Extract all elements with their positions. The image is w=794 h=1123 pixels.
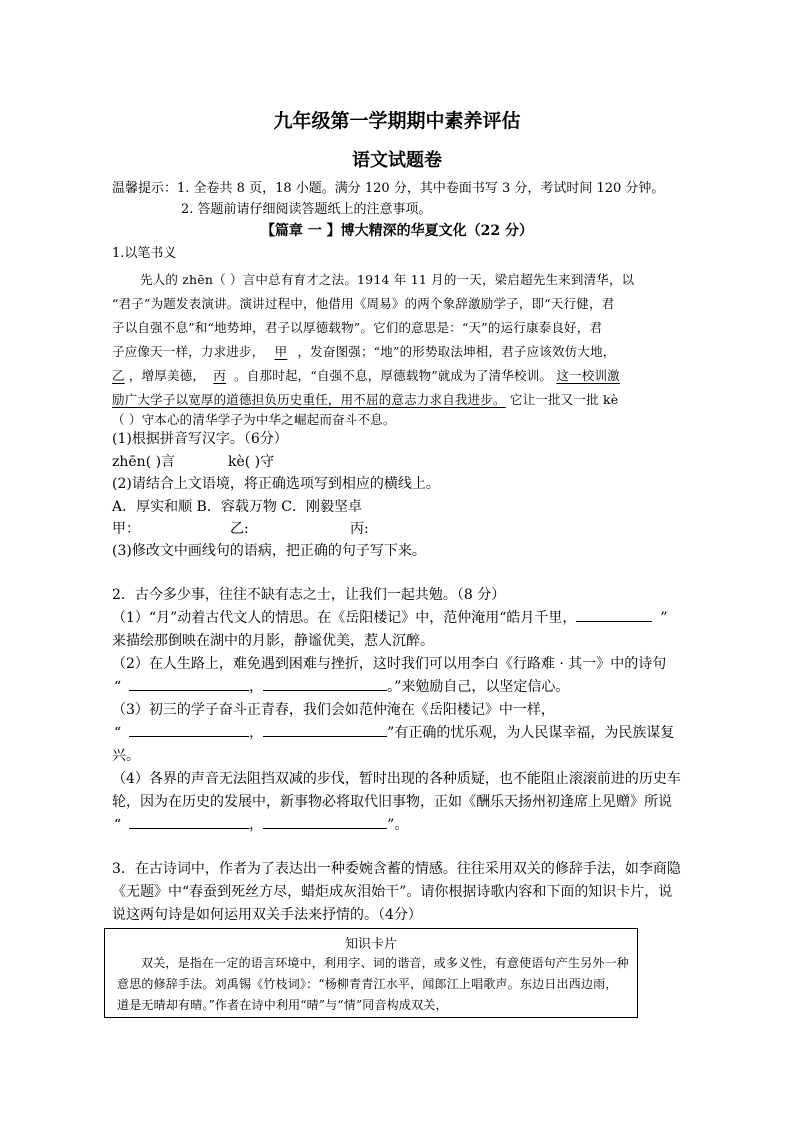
- tips-line-2: 2. 答题前请仔细阅读答题纸上的注意事项。: [181, 202, 432, 217]
- q2-part4-tail: ”。: [387, 817, 409, 833]
- q1-passage-line-5d: 。自那时起，“自强不息，厚德载物”就成为了清华校训。: [234, 368, 553, 383]
- q2-part3-blank-2[interactable]: [263, 722, 387, 737]
- q1-answer-yi: 乙:: [230, 521, 249, 537]
- tips-line-1: 温馨提示：1. 全卷共 8 页，18 小题。满分 120 分，其中卷面书写 3 分，考试时间 120 分钟。: [112, 181, 665, 196]
- q2-part4-blank-2[interactable]: [263, 814, 387, 829]
- q1-blank-jia: 甲: [274, 344, 288, 359]
- q1-passage-line-1: 先人的 zhēn（ ）言中总有育才之法。1914 年 11 月的一天，梁启超先生来到清华，以: [140, 272, 635, 287]
- q2-part2-blank-2[interactable]: [263, 676, 387, 691]
- q2-part2-quote-open: “: [114, 679, 122, 695]
- q2-part3-tail: ”有正确的忧乐观，为人民谋幸福，为民族谋复: [387, 725, 675, 741]
- q2-intro: 2．古今多少事，往往不缺有志之士，让我们一起共勉。（8 分）: [112, 587, 506, 603]
- q1-passage-line-6: [112, 390, 618, 408]
- q2-part3-quote-open: “: [114, 725, 122, 741]
- q1-sub2: (2)请结合上文语境，将正确选项写到相应的横线上。: [112, 476, 440, 492]
- q1-passage-line-4a: 子应像天一样，力求进步，: [112, 344, 265, 359]
- q1-passage-line-2: “君子”为题发表演讲。演讲过程中，他借用《周易》的两个象辞激励学子，即“天行健，君: [112, 296, 615, 311]
- q2-part2-line1: （2）在人生路上，难免遇到困难与挫折，这时我们可以用李白《行路难 · 其一》中的诗句: [112, 656, 667, 672]
- q2-part1-blank[interactable]: [576, 607, 652, 622]
- q1-sub3: (3)修改文中画线句的语病，把正确的句子写下来。: [112, 543, 426, 559]
- q1-options: A．厚实和顺 B．容载万物 C．刚毅坚卓: [112, 499, 363, 515]
- q2-part4-line1: （4）各界的声音无法阻挡双减的步伐，暂时出现的各种质疑，也不能阻止滚滚前进的历史车: [112, 771, 681, 787]
- knowledge-card-body: 双关，是指在一定的语言环境中，利用字、词的谐音，或多义性，有意使语句产生另外一种意思的修辞手法。刘禹锡《竹枝词》：“杨柳青青江水平，闻郎江上唱歌声。东边日出西边雨，道是无晴却有晴。”作者在诗中利用“晴”与“情”同音构成双关，: [117, 956, 630, 1012]
- q1-answer-jia: 甲：: [112, 521, 140, 537]
- q1-passage-line-3: 子以自强不息”和“地势坤，君子以厚德载物”。它们的意思是：“天”的运行康泰良好，君: [112, 320, 603, 335]
- q1-pinyin-zhen: zhēn( )言: [112, 454, 176, 470]
- q2-part3-line1: （3）初三的学子奋斗正青春，我们会如范仲淹在《岳阳楼记》中一样，: [112, 702, 555, 718]
- q1-blank-bing: 丙: [213, 368, 226, 383]
- q2-part1-quote-close: ”: [660, 610, 668, 626]
- q1-answer-bing: 丙:: [350, 521, 369, 537]
- q2-part4-line3: [114, 814, 408, 836]
- q3-line-3: 说这两句诗是如何运用双关手法来抒情的。（4分）: [112, 907, 422, 923]
- q2-part4-line2: 轮，因为在历史的发展中，新事物必将取代旧事物，正如《酬乐天扬州初逢席上见赠》所说: [112, 794, 672, 810]
- q1-passage-line-7: （ ）守本心的清华学子为中华之崛起而奋斗不息。: [112, 412, 396, 427]
- q1-passage-line-4c: ，发奋图强；“地”的形势取法坤相，君子应该效仿大地，: [297, 344, 616, 359]
- q1-passage-line-5: [112, 366, 620, 384]
- section-heading: 【篇章 一 】博大精深的华夏文化（22 分）: [260, 223, 534, 239]
- q2-part2-comma: ，: [249, 679, 264, 695]
- knowledge-card: [104, 928, 638, 1018]
- q3-line-1: 3．在古诗词中，作者为了表达出一种委婉含蓄的情感。往往采用双关的修辞手法，如李商隐: [112, 861, 681, 877]
- q2-part3-comma: ，: [249, 725, 264, 741]
- q2-part3-blank-1[interactable]: [129, 722, 249, 737]
- q1-blank-yi: 乙: [112, 368, 125, 383]
- q1-pinyin-ke: kè( )守: [228, 454, 275, 470]
- q2-part4-quote-open: “: [114, 817, 122, 833]
- q2-part2-line2: [114, 676, 569, 698]
- exam-subtitle: 语文试题卷: [352, 150, 442, 171]
- q1-label: 1.以笔书义: [112, 246, 177, 261]
- q2-part1-line1: [112, 607, 668, 629]
- q2-part3-line3: 兴。: [112, 748, 140, 764]
- q2-part4-blank-1[interactable]: [129, 814, 249, 829]
- q2-part2-blank-1[interactable]: [129, 676, 249, 691]
- q2-part2-tail: 。”来勉励自己，以坚定信心。: [387, 679, 570, 695]
- q2-part1-text: （1）“月”动着古代文人的情思。在《岳阳楼记》中，范仲淹用“皓月千里，: [112, 610, 577, 626]
- q1-passage-line-6b: 它让一批又一批 kè: [509, 392, 619, 407]
- q1-underlined-sentence-start: 这一校训激: [556, 368, 620, 383]
- q2-part4-comma: ，: [249, 817, 264, 833]
- q1-passage-line-5b: ，增厚美德，: [128, 368, 206, 383]
- knowledge-card-title: 知识卡片: [344, 937, 397, 952]
- q3-line-2: 《无题》中“春蚕到死丝方尽，蜡炬成灰泪始干”。请你根据诗歌内容和下面的知识卡片，说: [112, 884, 673, 900]
- exam-title: 九年级第一学期期中素养评估: [273, 110, 521, 132]
- q2-part1-line2: 来描绘那倒映在湖中的月影，静谧优美，惹人沉醉。: [112, 633, 434, 649]
- q1-underlined-sentence-end: 励广大学子以宽厚的道德担负历史重任，用不屈的意志力求自我进步。: [112, 392, 506, 407]
- q2-part3-line2: [114, 722, 674, 744]
- q1-passage-line-4: [112, 342, 615, 360]
- q1-sub1: (1)根据拼音写汉字。（6分）: [112, 431, 288, 447]
